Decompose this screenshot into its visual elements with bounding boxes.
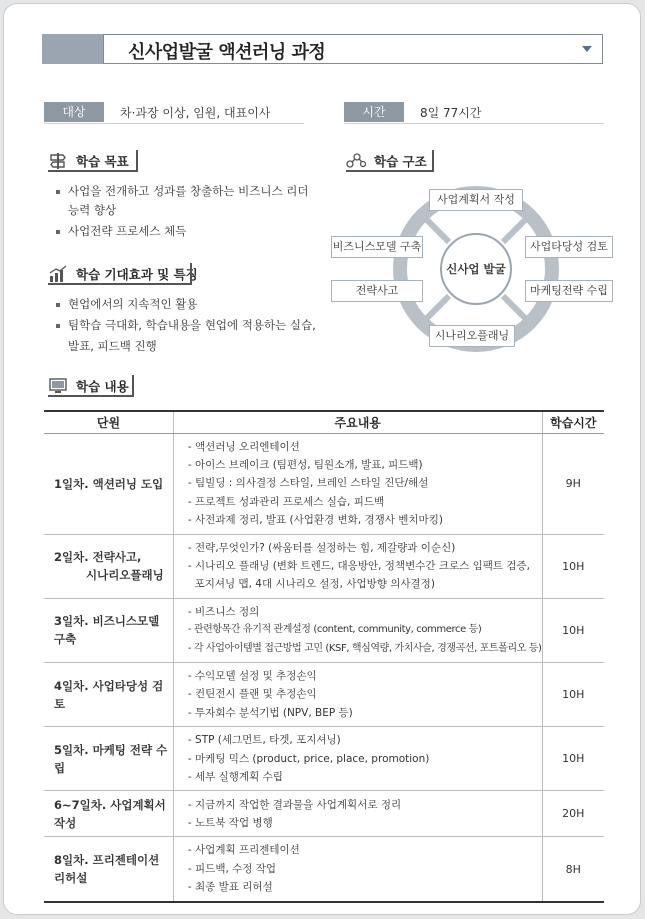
time-cell: 9H — [542, 433, 604, 534]
duration-row — [344, 102, 604, 124]
time-cell: 8H — [542, 837, 604, 902]
table-row — [44, 598, 604, 662]
time-cell: 10H — [542, 534, 604, 598]
time-cell: 10H — [542, 727, 604, 791]
list-item: 사업을 전개하고 성과를 창출하는 비즈니스 리더 — [54, 182, 324, 201]
list-item: 팀학습 극대화, 학습내용을 현업에 적용하는 실습, — [54, 316, 324, 335]
content-item: 포지셔닝 맵, 4대 시나리오 설정, 사업방향 의사결정) — [187, 578, 435, 591]
page-title: 신사업발굴 액션러닝 과정 — [128, 42, 326, 63]
unit-label: 3일차. 비즈니스모델 구축 — [54, 614, 160, 647]
content-item: - 최종 발표 리허설 — [187, 881, 273, 894]
content-item: - 전략,무엇인가? (싸움터를 설정하는 힘, 제갈량과 이순신) — [187, 541, 456, 554]
table-body — [44, 433, 604, 902]
table-row — [44, 791, 604, 837]
content-item: - 투자회수 분석기법 (NPV, BEP 등) — [187, 706, 353, 719]
unit-cell — [44, 727, 173, 791]
structure-center: 신사업 발굴 — [440, 233, 512, 305]
structure-title: 학습 구조 — [374, 154, 427, 169]
structure-node: 비즈니스모델 구축 — [331, 236, 423, 258]
title-box[interactable] — [103, 34, 603, 64]
content-item: - 각 사업아이템별 접근방법 고민 (KSF, 핵심역량, 가치사슬, 경쟁곡선, 포트폴리오 등) — [187, 642, 542, 654]
content-item: - 아이스 브레이크 (팀편성, 팀원소개, 발표, 피드백) — [187, 458, 423, 471]
structure-node: 마케팅전략 수립 — [525, 280, 613, 302]
content-underline — [48, 375, 134, 397]
chevron-down-icon[interactable] — [582, 46, 592, 52]
content-item: - 노트북 작업 병행 — [187, 816, 273, 829]
unit-label: 6~7일차. 사업계획서 작성 — [54, 797, 166, 830]
duration-label: 시간 — [344, 102, 404, 122]
content-item: - 피드백, 수정 작업 — [187, 862, 277, 875]
content-cell — [173, 534, 542, 598]
title-accent-block — [42, 34, 103, 64]
table-header-row — [44, 411, 604, 433]
structure-node: 전략사고 — [331, 280, 423, 302]
table-row — [44, 433, 604, 534]
content-item: - 프로젝트 성과관리 프로세스 실습, 피드백 — [187, 495, 385, 508]
structure-node: 사업타당성 검토 — [525, 236, 613, 258]
table-row — [44, 727, 604, 791]
content-cell — [173, 662, 542, 726]
content-title: 학습 내용 — [76, 379, 129, 394]
unit-label: 8일차. 프리젠테이션 리허설 — [54, 853, 160, 886]
content-header — [48, 375, 134, 397]
effects-list — [54, 295, 324, 358]
content-item: - 시나리오 플래닝 (변화 트렌드, 대응방안, 정책변수간 크로스 임팩트 검증, — [187, 559, 530, 572]
title-bar — [42, 34, 603, 64]
unit-cell — [44, 791, 173, 837]
goals-underline — [48, 150, 138, 172]
time-cell: 10H — [542, 662, 604, 726]
duration-value: 8일 77시간 — [420, 106, 482, 120]
content-item: - 팀빌딩 : 의사결정 스타일, 브레인 스타일 진단/해설 — [187, 477, 429, 490]
structure-underline — [346, 150, 434, 172]
unit-cell — [44, 662, 173, 726]
target-label: 대상 — [44, 102, 104, 122]
table-row — [44, 662, 604, 726]
content-cell — [173, 791, 542, 837]
content-item: - 마케팅 믹스 (product, price, place, promotion) — [187, 752, 430, 765]
header-time: 학습시간 — [542, 411, 604, 433]
list-item: 능력 향상 — [68, 203, 117, 217]
unit-cell — [44, 837, 173, 902]
content-cell — [173, 598, 542, 662]
unit-label: 4일차. 사업타당성 검토 — [54, 678, 164, 711]
curriculum-table — [44, 410, 604, 903]
structure-node: 사업계획서 작성 — [429, 189, 523, 211]
goals-title: 학습 목표 — [76, 154, 129, 169]
unit-label: 5일차. 마케팅 전략 수립 — [54, 742, 168, 775]
unit-label: 2일차. 전략사고, — [54, 550, 142, 565]
content-item: - 비즈니스 정의 — [187, 605, 260, 618]
target-value: 차·과장 이상, 임원, 대표이사 — [120, 106, 271, 120]
unit-cell — [44, 534, 173, 598]
target-row — [44, 102, 304, 124]
header-content: 주요내용 — [173, 411, 542, 433]
content-cell — [173, 837, 542, 902]
content-item: - 지금까지 작업한 결과물을 사업계획서로 정리 — [187, 798, 402, 811]
content-cell — [173, 727, 542, 791]
header-unit: 단원 — [44, 411, 173, 433]
structure-header — [346, 150, 434, 172]
table-row — [44, 837, 604, 902]
content-cell — [173, 433, 542, 534]
unit-label: 시나리오플래닝 — [86, 568, 164, 583]
structure-diagram — [329, 184, 619, 354]
list-item: 현업에서의 지속적인 활용 — [54, 295, 324, 314]
goals-header — [48, 150, 138, 172]
effects-underline — [48, 263, 192, 285]
time-cell: 10H — [542, 598, 604, 662]
content-item: - 관련항목간 유기적 관계설정 (content, community, commerce 등) — [187, 624, 482, 636]
effects-header — [48, 263, 198, 285]
unit-cell — [44, 433, 173, 534]
page — [3, 3, 641, 915]
structure-node: 시나리오플래닝 — [429, 325, 515, 347]
content-item: - STP (세그먼트, 타겟, 포지셔닝) — [187, 734, 341, 747]
unit-cell — [44, 598, 173, 662]
content-item: - 세부 실행계획 수립 — [187, 771, 283, 783]
list-item: 사업전략 프로세스 체득 — [54, 222, 324, 241]
content-item: - 사업계획 프리젠테이션 — [187, 844, 300, 857]
content-item: - 컨틴전시 플랜 및 추정손익 — [187, 688, 317, 701]
unit-label: 1일차. 액션러닝 도입 — [54, 476, 164, 491]
content-item: - 액션러닝 오리엔테이션 — [187, 440, 300, 453]
effects-title: 학습 기대효과 및 특징 — [76, 267, 198, 282]
table-row — [44, 534, 604, 598]
content-item: - 수익모델 설정 및 추정손익 — [187, 669, 317, 682]
time-cell: 20H — [542, 791, 604, 837]
content-item: - 사전과제 정리, 발표 (사업환경 변화, 경쟁사 벤치마킹) — [187, 514, 443, 527]
list-item: 발표, 피드백 진행 — [68, 339, 157, 353]
goals-list — [54, 182, 324, 243]
